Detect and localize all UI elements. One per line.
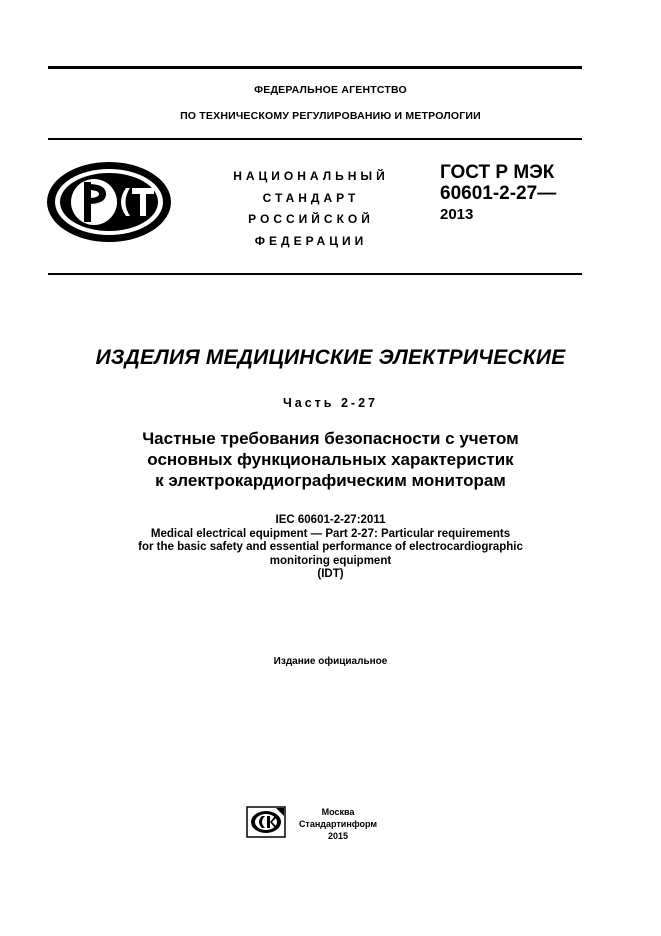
- national-standard-line-4: ФЕДЕРАЦИИ: [254, 233, 368, 248]
- edition-label: Издание официальное: [273, 656, 388, 667]
- standartinform-logo-icon: [246, 806, 286, 838]
- rst-gost-logo-icon: [44, 160, 174, 244]
- iec-line-1: IEC 60601-2-27:2011: [275, 514, 386, 526]
- iec-line-2: Medical electrical equipment — Part 2-27: Particular requirements: [150, 527, 511, 540]
- national-standard-line-3: РОССИЙСКОЙ: [248, 212, 374, 226]
- iec-reference: [0, 514, 661, 582]
- publisher-name: Стандартинформ: [298, 819, 378, 829]
- top-rule: [48, 66, 582, 69]
- designation-line-2: 60601-2-27—: [440, 183, 557, 204]
- subtitle: [0, 428, 661, 491]
- standard-designation: [440, 162, 556, 225]
- agency-line-1: ФЕДЕРАЛЬНОЕ АГЕНТСТВО: [254, 84, 407, 96]
- iec-line-3: for the basic safety and essential performance of electrocardiographic: [138, 541, 523, 553]
- national-standard-line-1: НАЦИОНАЛЬНЫЙ: [233, 169, 389, 183]
- publisher-city: Москва: [321, 807, 355, 817]
- national-standard-block: [196, 166, 426, 252]
- part-label: Часть 2-27: [283, 396, 378, 410]
- mid-rule: [48, 273, 582, 275]
- designation-line-1: ГОСТ Р МЭК: [440, 162, 555, 183]
- iec-line-5: (IDT): [317, 568, 344, 580]
- designation-line-3: 2013: [440, 206, 474, 223]
- subtitle-line-1: Частные требования безопасности с учетом: [142, 429, 519, 448]
- national-standard-line-2: СТАНДАРТ: [262, 190, 360, 205]
- publisher-block: [298, 806, 378, 842]
- agency-line-2: ПО ТЕХНИЧЕСКОМУ РЕГУЛИРОВАНИЮ И МЕТРОЛОГИИ: [180, 110, 481, 122]
- subtitle-line-3: к электрокардиографическим мониторам: [155, 471, 506, 490]
- subtitle-line-2: основных функциональных характеристик: [147, 450, 514, 469]
- header-rule: [48, 138, 582, 140]
- iec-line-4: monitoring equipment: [269, 554, 392, 567]
- document-title: ИЗДЕЛИЯ МЕДИЦИНСКИЕ ЭЛЕКТРИЧЕСКИЕ: [95, 346, 566, 369]
- publisher-year: 2015: [327, 831, 349, 841]
